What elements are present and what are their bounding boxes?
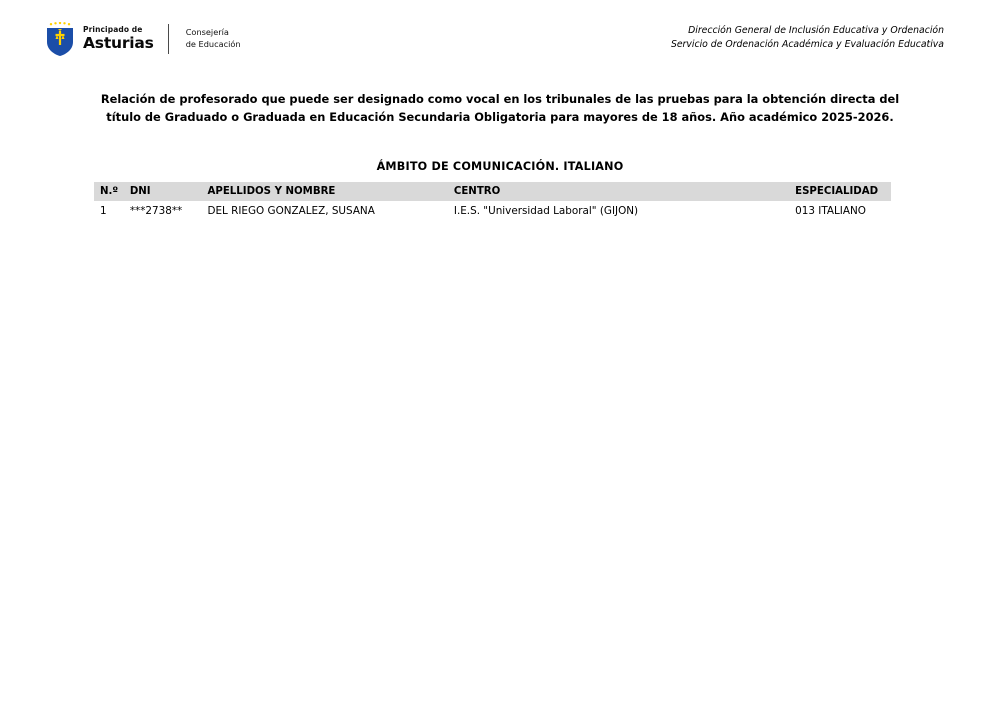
column-header-especialidad: ESPECIALIDAD (795, 182, 891, 201)
page-title-line-1: Relación de profesorado que puede ser designado como vocal en los tribunales de las pruebas para la obtención directa del (100, 92, 900, 106)
column-header-dni: DNI (130, 182, 208, 201)
consejeria-block (186, 27, 241, 51)
table-row (94, 201, 891, 220)
institution-logo (46, 22, 241, 56)
cell-especialidad: 013 ITALIANO (795, 205, 866, 217)
asturias-coat-of-arms-icon (46, 22, 74, 56)
page-header (0, 18, 1000, 70)
header-right-line-2: Servicio de Ordenación Académica y Evaluación Educativa (670, 39, 944, 51)
logo-wordmark (83, 26, 154, 51)
page-title (100, 90, 900, 127)
cell-centro: I.E.S. "Universidad Laboral" (GIJON) (453, 205, 639, 217)
logo-divider (168, 24, 169, 54)
cell-name: DEL RIEGO GONZALEZ, SUSANA (207, 205, 375, 217)
section-heading: ÁMBITO DE COMUNICACIÓN. ITALIANO (376, 160, 624, 173)
column-header-centro: CENTRO (454, 182, 795, 201)
column-header-num: N.º (94, 182, 130, 201)
logo-principado-label: Principado de (83, 25, 143, 35)
cell-num: 1 (100, 205, 107, 217)
consejeria-line-2: de Educación (185, 39, 241, 49)
table-header (94, 182, 891, 201)
teachers-table (94, 182, 891, 220)
page-title-line-2: título de Graduado o Graduada en Educación Secundaria Obligatoria para mayores de 18 años. Año académico 2025-2026. (106, 110, 894, 125)
logo-asturias-label: Asturias (83, 34, 154, 53)
column-header-name: APELLIDOS Y NOMBRE (207, 182, 453, 201)
table-body (94, 201, 891, 220)
header-department-text (671, 24, 944, 53)
consejeria-line-1: Consejería (185, 27, 229, 38)
table-header-row (94, 182, 891, 201)
header-right-line-1: Dirección General de Inclusión Educativa y Ordenación (688, 25, 944, 36)
cell-dni: ***2738** (129, 205, 183, 217)
